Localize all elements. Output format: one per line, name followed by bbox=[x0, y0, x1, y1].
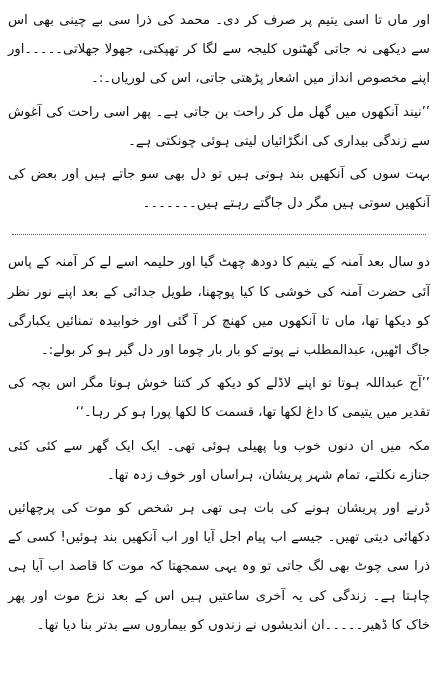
paragraph-mother-care: اور ماں تا اسی یتیم پر صرف کر دی۔ محمد کی ذرا سی بے چینی بھی اس سے دیکھی نہ جاتی گھٹنوں کلیجہ سے لگا کر تھپکتی، جھولا جھلاتی۔۔۔۔۔اور اپنے مخصوص انداز میں اشعار پڑھتی جاتی، اس کی لوریاں۔:۔ bbox=[8, 13, 430, 87]
paragraph-plague-in-makkah: مکہ میں ان دنوں خوب وبا پھیلی ہوئی تھی۔ ایک ایک گھر سے کئی کئی جنازے نکلتے، تمام شہر پریشان، ہراساں اور خوف زدہ تھا۔ bbox=[8, 438, 430, 483]
paragraph-fear-of-death: ڈرنے اور پریشان ہونے کی بات ہی تھی ہر شخص کو موت کی پرچھائیں دکھائی دیتی تھیں۔ جیسے اب پیام اجل آیا اور اب آنکھیں بند ہوئیں! کسی کے ذرا سی چوٹ بھی لگ جاتی تو وہ یہی سمجھتا کہ موت کا قاصد اب آیا ہی چاہتا ہے۔ زندگی کی یہ آخری ساعتیں ہیں اس کے بعد نزع موت اور پھر خاک کا ڈھیر۔۔۔۔۔ان اندیشوں نے زندوں کو بیماروں سے بدتر بنا دیا تھا۔ bbox=[8, 501, 430, 633]
section-two bbox=[8, 248, 430, 640]
paragraph-return-to-amina: دو سال بعد آمنہ کے یتیم کا دودھ چھٹ گیا اور حلیمہ اسے لے کر آمنہ کے پاس آئی حضرت آمنہ کی خوشی کا کیا پوچھنا، طویل جدائی کے بعد اپنے نور نظر کو دیکھا تھا، ماں تا آنکھوں میں کھنچ کر آ گئی اور خوابیدہ تمنائیں یکبارگی جاگ اٹھیں، عبدالمطلب نے پوتے کو بار بار چوما اور دل گیر ہو کر بولے:۔ bbox=[8, 255, 430, 359]
section-one bbox=[8, 6, 430, 218]
paragraph-abdullah-quote: ’’آج عبداللہ ہوتا تو اپنے لاڈلے کو دیکھ کر کتنا خوش ہوتا مگر اس بچہ کی تقدیر میں یتیمی کا داغ لکھا تھا، قسمت کا لکھا پورا ہو کر رہا۔‘‘ bbox=[8, 376, 430, 421]
section-divider bbox=[12, 234, 426, 235]
paragraph-lullaby-quote: ’’نیند آنکھوں میں گھل مل کر راحت بن جاتی ہے۔ پھر اسی راحت کی آغوش سے زندگی بیداری کی انگڑائیاں لیتی ہوئی چونکتی ہے۔ bbox=[8, 104, 430, 149]
paragraph-sleeping-eyes: بہت سوں کی آنکھیں بند ہوتی ہیں تو دل بھی سو جاتے ہیں اور بعض کی آنکھیں سوتی ہیں مگر دل جاگتے رہتے ہیں۔۔۔۔۔۔۔ bbox=[8, 167, 430, 212]
